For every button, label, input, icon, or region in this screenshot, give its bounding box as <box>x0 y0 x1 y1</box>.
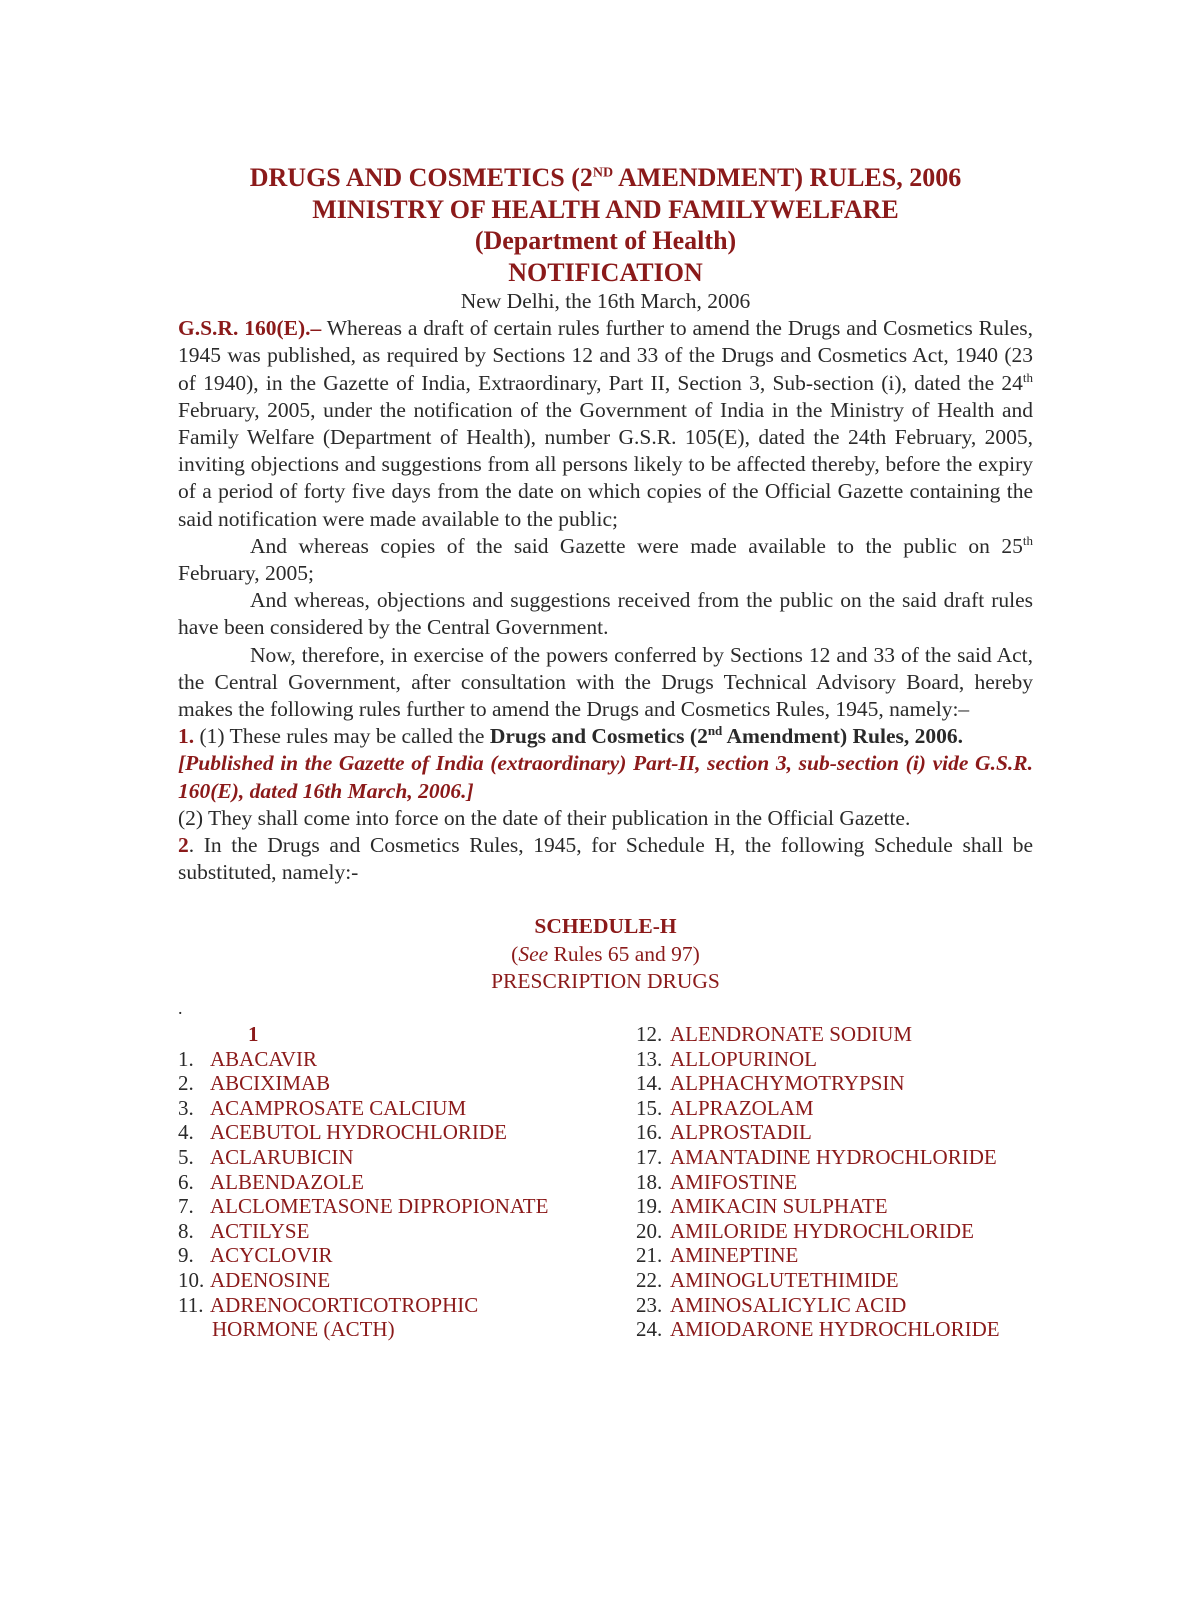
rule-1 <box>178 723 1033 750</box>
drug-item-number: 11. <box>178 1292 204 1317</box>
drug-item-number: 12. <box>636 1022 663 1047</box>
drug-item-name: AMINEPTINE <box>670 1243 799 1268</box>
drug-list-item <box>636 1047 1036 1072</box>
schedule-reference-see: See <box>518 941 549 966</box>
drug-list-item <box>178 1047 618 1072</box>
drug-item-name: ALPRAZOLAM <box>670 1095 814 1120</box>
rule-1-number: 1. <box>178 724 195 749</box>
drug-item-name: AMILORIDE HYDROCHLORIDE <box>670 1218 974 1243</box>
drug-item-name: ALLOPURINOL <box>670 1046 817 1071</box>
drug-item-number: 17. <box>636 1145 663 1170</box>
paragraph-gazette-text-a: And whereas copies of the said Gazette were made available to the public on 25 <box>250 533 1023 558</box>
drug-item-name: ALPHACHYMOTRYPSIN <box>670 1071 905 1096</box>
drug-item-number: 18. <box>636 1169 663 1194</box>
drug-item-number: 19. <box>636 1194 663 1219</box>
drug-list-left-column <box>178 1022 618 1342</box>
gsr-label: G.S.R. 160(E).– <box>178 316 322 341</box>
drug-item-number: 13. <box>636 1046 663 1071</box>
drug-item-name: ACLARUBICIN <box>210 1145 354 1170</box>
drug-item-name: ABCIXIMAB <box>210 1071 331 1096</box>
drug-item-number: 24. <box>636 1317 663 1342</box>
drug-list-item <box>636 1219 1036 1244</box>
drug-list-item <box>178 1219 618 1244</box>
rule-1-bold-a: Drugs and Cosmetics (2 <box>489 724 708 749</box>
drug-item-name: AMIODARONE HYDROCHLORIDE <box>670 1317 1000 1342</box>
drug-list-item <box>178 1170 618 1195</box>
drug-item-number: 15. <box>636 1095 663 1120</box>
notification-heading: NOTIFICATION <box>508 257 703 287</box>
drug-list-item <box>178 1268 618 1293</box>
drug-list-right-column <box>636 1022 1036 1342</box>
drug-item-name: ACTILYSE <box>210 1218 310 1243</box>
drug-item-number: 22. <box>636 1268 663 1293</box>
rule-1-sup: nd <box>707 723 723 739</box>
rule-1-bold-b: Amendment) Rules, 2006. <box>722 724 963 749</box>
published-note: [Published in the Gazette of India (extraordinary) Part-II, section 3, sub-section (i) vide G.S.R. 160(E), dated 16th March, 2006.] <box>178 751 1033 803</box>
paragraph-preamble-text-b: February, 2005, under the notification of the Government of India in the Ministry of Health and Family Welfare (Department of Health), number G.S.R. 105(E), dated the 24th February, 2005, inviting objections and suggestions from all persons likely to be affected thereby, before the expiry of a period of forty five days from the date on which copies of the Official Gazette containing the said notification were made available to the public; <box>178 397 1033 531</box>
drug-list-item <box>636 1293 1036 1318</box>
drug-item-name: AMIKACIN SULPHATE <box>670 1194 888 1219</box>
drug-list-item <box>636 1268 1036 1293</box>
drug-item-number: 16. <box>636 1120 663 1145</box>
drug-list-item <box>636 1243 1036 1268</box>
drug-item-name: AMANTADINE HYDROCHLORIDE <box>670 1145 997 1170</box>
rule-2-number: 2 <box>178 833 189 858</box>
drug-list-item <box>636 1194 1036 1219</box>
dateline: New Delhi, the 16th March, 2006 <box>460 289 751 313</box>
drug-item-continuation: HORMONE (ACTH) <box>212 1317 395 1342</box>
title-text-part2: AMENDMENT) RULES, 2006 <box>613 163 962 192</box>
drug-item-number: 21. <box>636 1243 663 1268</box>
paragraph-gazette-availability <box>178 533 1033 587</box>
document-title <box>178 162 1033 194</box>
paragraph-preamble-text-a: Whereas a draft of certain rules further to amend the Drugs and Cosmetics Rules, 1945 was published, as required by Sections 12 and 33 of the Drugs and Cosmetics Act, 1940 (23 of 1940), in the Gazette of India, Extraordinary, Part II, Section 3, Sub-section (i), dated the 24 <box>178 316 1033 395</box>
drug-list-item <box>636 1145 1036 1170</box>
paragraph-preamble-sup: th <box>1022 369 1033 385</box>
drug-item-name: ACEBUTOL HYDROCHLORIDE <box>210 1120 507 1145</box>
stray-dot: . <box>178 998 183 1019</box>
drug-item-name: ALENDRONATE SODIUM <box>670 1022 913 1047</box>
schedule-header <box>178 913 1033 995</box>
drug-item-name: ALCLOMETASONE DIPROPIONATE <box>210 1194 549 1219</box>
title-superscript: ND <box>592 165 614 181</box>
schedule-title: SCHEDULE-H <box>534 914 677 939</box>
drug-list-item <box>636 1317 1036 1342</box>
document-page <box>178 162 1033 1362</box>
rule-2 <box>178 832 1033 886</box>
drug-item-name: ALPROSTADIL <box>670 1120 812 1145</box>
drug-item-number: 10. <box>178 1268 205 1293</box>
drug-list-item <box>178 1071 618 1096</box>
drug-item-number: 2. <box>178 1071 194 1096</box>
drug-item-number: 3. <box>178 1095 194 1120</box>
schedule-subtitle: PRESCRIPTION DRUGS <box>491 968 720 993</box>
drug-list-right-items <box>636 1022 1036 1342</box>
drug-list-item <box>178 1194 618 1219</box>
department-heading: (Department of Health) <box>474 226 737 255</box>
drug-item-number: 8. <box>178 1218 194 1243</box>
drug-item-name: ACYCLOVIR <box>210 1243 333 1268</box>
drug-list <box>178 1022 1033 1362</box>
rule-1-text: (1) These rules may be called the <box>194 724 490 749</box>
drug-list-item <box>636 1071 1036 1096</box>
schedule-reference-open: ( <box>511 941 519 966</box>
drug-item-number: 6. <box>178 1169 194 1194</box>
drug-item-number: 7. <box>178 1194 194 1219</box>
drug-item-name: ADRENOCORTICOTROPHIC <box>210 1292 479 1317</box>
paragraph-preamble <box>178 315 1033 533</box>
drug-item-number: 5. <box>178 1145 194 1170</box>
drug-item-name: ADENOSINE <box>210 1268 331 1293</box>
ministry-heading: MINISTRY OF HEALTH AND FAMILYWELFARE <box>312 194 899 224</box>
paragraph-gazette-text-b: February, 2005; <box>178 561 314 586</box>
drug-list-left-items <box>178 1047 618 1318</box>
drug-item-name: ALBENDAZOLE <box>210 1169 364 1194</box>
drug-item-number: 1. <box>178 1046 194 1071</box>
paragraph-powers: Now, therefore, in exercise of the powers conferred by Sections 12 and 33 of the said Act, the Central Government, after consultation with the Drugs Technical Advisory Board, hereby makes the following rules further to amend the Drugs and Cosmetics Rules, 1945, namely:– <box>178 642 1033 722</box>
paragraph-objections: And whereas, objections and suggestions received from the public on the said draft rules have been considered by the Central Government. <box>178 588 1033 640</box>
drug-item-name: ABACAVIR <box>210 1046 317 1071</box>
title-text-part1: DRUGS AND COSMETICS (2 <box>249 163 593 192</box>
drug-list-item <box>178 1096 618 1121</box>
drug-item-number: 14. <box>636 1071 663 1096</box>
drug-item-number: 9. <box>178 1243 194 1268</box>
drug-list-item <box>178 1120 618 1145</box>
drug-item-name: AMINOGLUTETHIMIDE <box>670 1268 899 1293</box>
drug-item-name: AMIFOSTINE <box>670 1169 798 1194</box>
drug-list-item <box>178 1243 618 1268</box>
drug-item-name: AMINOSALICYLIC ACID <box>670 1292 907 1317</box>
drug-item-name: ACAMPROSATE CALCIUM <box>210 1095 467 1120</box>
paragraph-gazette-sup: th <box>1022 532 1033 548</box>
drug-list-item <box>636 1120 1036 1145</box>
drug-list-item <box>636 1022 1036 1047</box>
drug-list-item <box>636 1170 1036 1195</box>
drug-list-item <box>178 1145 618 1170</box>
schedule-reference-rest: Rules 65 and 97) <box>548 941 700 966</box>
column-number-heading: 1 <box>248 1022 259 1047</box>
schedule-reference <box>178 941 1033 968</box>
drug-item-number: 23. <box>636 1292 663 1317</box>
drug-list-item <box>636 1096 1036 1121</box>
rule-1-clause-2: (2) They shall come into force on the date of their publication in the Official Gazette. <box>178 805 911 830</box>
drug-item-number: 20. <box>636 1218 663 1243</box>
rule-2-text: . In the Drugs and Cosmetics Rules, 1945, for Schedule H, the following Schedule shall be substituted, namely:- <box>178 833 1033 885</box>
drug-item-number: 4. <box>178 1120 194 1145</box>
drug-list-item <box>178 1293 618 1318</box>
